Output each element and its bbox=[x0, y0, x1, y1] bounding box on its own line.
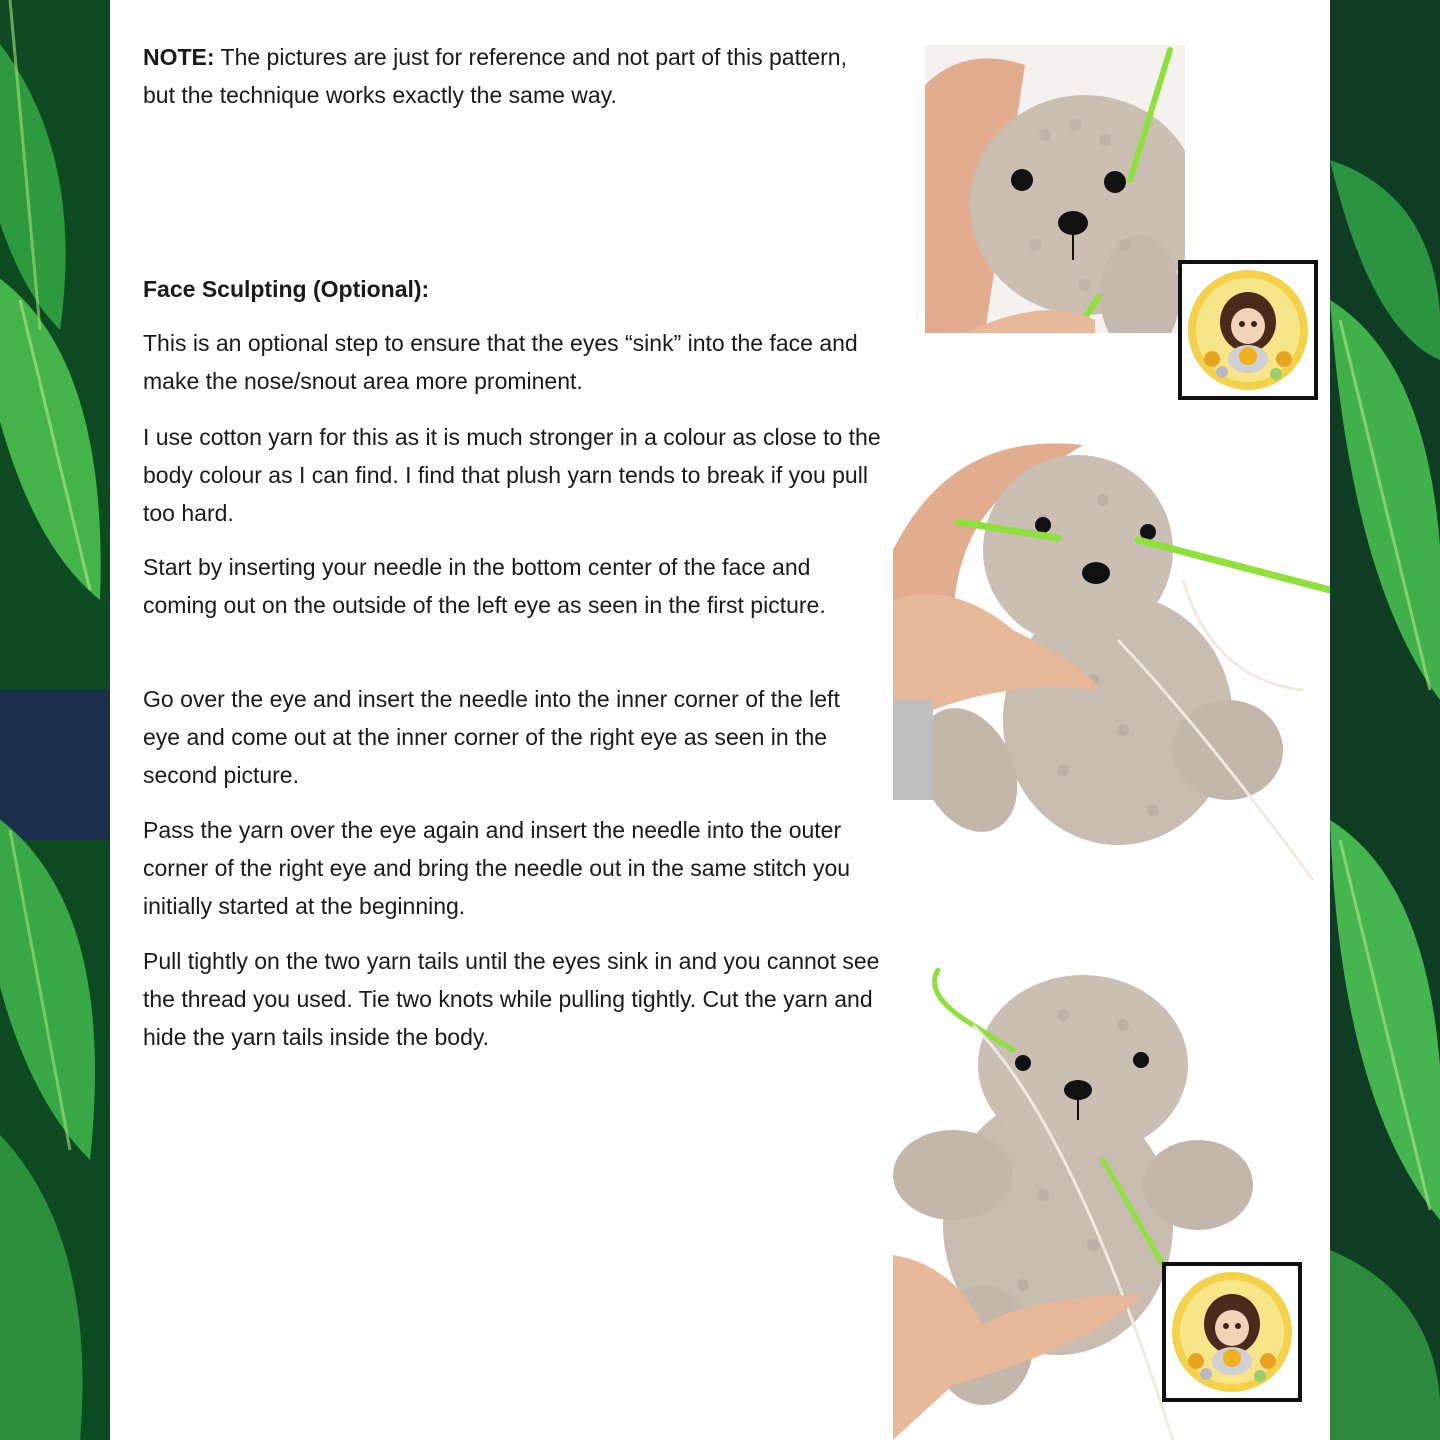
leaf-background-left bbox=[0, 0, 110, 1440]
paragraph-step-4: Pull tightly on the two yarn tails until the eyes sink in and you cannot see the thread you used. Tie two knots while pulling tightly. Cut the yarn and hide the yarn tails inside the body. bbox=[143, 948, 880, 1050]
paragraph-step-3: Pass the yarn over the eye again and insert the needle into the outer corner of the right eye and bring the needle out in the same stitch you initially started at the beginning. bbox=[143, 817, 851, 919]
photo-second-step bbox=[893, 430, 1330, 880]
leaf-background-right bbox=[1330, 0, 1440, 1440]
paragraph-step-1: Start by inserting your needle in the bottom center of the face and coming out on the outside of the left eye as seen in the first picture. bbox=[143, 554, 826, 618]
paragraph-yarn: I use cotton yarn for this as it is much stronger in a colour as close to the body colour as I can find. I find that plush yarn tends to break if you pull too hard. bbox=[143, 424, 881, 526]
logo-badge-icon bbox=[1178, 260, 1318, 400]
section-heading: Face Sculpting (Optional): bbox=[143, 276, 430, 302]
paragraph-step-2: Go over the eye and insert the needle into the inner corner of the left eye and come out at the inner corner of the right eye as seen in the second picture. bbox=[143, 686, 840, 788]
paragraph-intro: This is an optional step to ensure that the eyes “sink” into the face and make the nose/snout area more prominent. bbox=[143, 330, 858, 394]
note-text: The pictures are just for reference and not part of this pattern, but the technique works exactly the same way. bbox=[143, 44, 847, 108]
note-label: NOTE: bbox=[143, 44, 215, 70]
pattern-page bbox=[110, 0, 1330, 1440]
note-paragraph bbox=[143, 38, 883, 114]
photo-first-step bbox=[925, 45, 1185, 333]
logo-badge-icon bbox=[1162, 1262, 1302, 1402]
